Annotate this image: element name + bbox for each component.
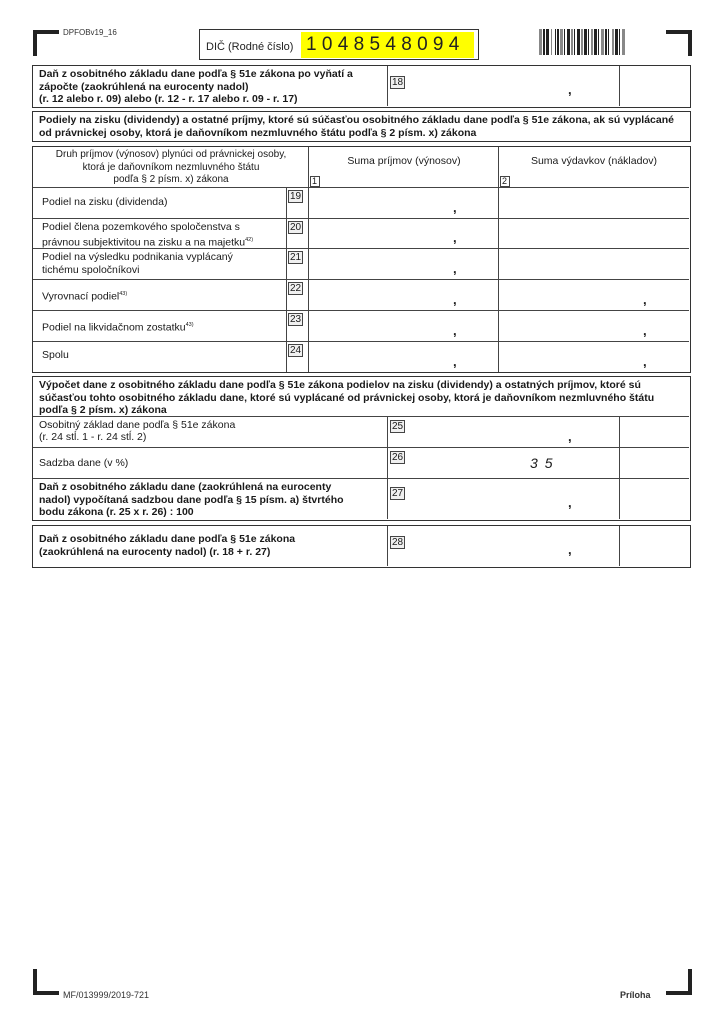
row-20-expenses-field[interactable] bbox=[499, 219, 689, 248]
row-number-18: 18 bbox=[392, 77, 404, 88]
row-25-value-field[interactable] bbox=[388, 417, 619, 447]
footnote-ref: 43) bbox=[119, 291, 128, 297]
label-line: tichému spoločníkovi bbox=[42, 264, 140, 276]
tax-calculation-table bbox=[32, 376, 691, 521]
row-28-cents-field[interactable] bbox=[620, 526, 688, 566]
row-18-label bbox=[39, 68, 389, 106]
row-26-extra-field[interactable] bbox=[620, 448, 688, 478]
row-23-expenses-field[interactable] bbox=[499, 311, 689, 341]
row-24-expenses-field[interactable] bbox=[499, 342, 689, 372]
label-line: Podiel člena pozemkového spoločenstva s bbox=[42, 221, 240, 233]
row-28-label bbox=[39, 533, 384, 558]
label-line: Osobitný základ dane podľa § 51e zákona bbox=[39, 419, 236, 431]
label-line: právnou subjektivitou na zisku a na majetku bbox=[42, 236, 246, 249]
row-number-21: 21 bbox=[290, 252, 302, 263]
label-line: (r. 24 stĺ. 1 - r. 24 stĺ. 2) bbox=[39, 430, 147, 443]
row-23-income-field[interactable] bbox=[309, 311, 498, 341]
dic-value-field[interactable]: 1048548094 bbox=[301, 32, 474, 58]
decimal-comma: , bbox=[643, 323, 647, 338]
row-19-income-field[interactable] bbox=[309, 188, 498, 218]
label-line: zápočte (zaokrúhlená na eurocenty nadol) bbox=[39, 80, 249, 93]
decimal-comma: , bbox=[568, 542, 572, 557]
row-27-label bbox=[39, 481, 384, 519]
row-20-label bbox=[42, 221, 287, 250]
decimal-comma: , bbox=[453, 261, 457, 276]
header-line: Druh príjmov (výnosov) plynúci od právnickej osoby, bbox=[55, 149, 287, 160]
row-number-28: 28 bbox=[392, 537, 404, 548]
col-header-type bbox=[33, 149, 309, 187]
row-number-22: 22 bbox=[290, 283, 302, 294]
footer-attachment-label: Príloha bbox=[620, 990, 651, 1000]
heading-line: od právnickej osoby, ktorá je daňovníkom nezmluvného štátu podľa § 2 písm. x) zákona bbox=[39, 126, 477, 139]
heading-line: súčasťou tohto osobitného základu dane, ktoré sú vyplácané od právnickej osoby, ktorá je daňovníkom nezmluvného štátu bbox=[39, 391, 655, 404]
header-line: podľa § 2 písm. x) zákona bbox=[113, 174, 229, 185]
row-27-cents-field[interactable] bbox=[620, 479, 688, 519]
dividends-table bbox=[32, 146, 691, 373]
row-23-label bbox=[42, 319, 282, 335]
row-19-label bbox=[42, 196, 282, 209]
row-number-23: 23 bbox=[290, 314, 302, 325]
row-18-value-field[interactable] bbox=[388, 66, 619, 106]
corner-mark-bottom-right bbox=[666, 969, 692, 995]
row-24-income-field[interactable] bbox=[309, 342, 498, 372]
corner-mark-bottom-left bbox=[33, 969, 59, 995]
heading-line: Podiely na zisku (dividendy) a ostatné príjmy, ktoré sú súčasťou osobitného základu dane podľa § 51e zákona, ak sú vyplácané bbox=[39, 114, 674, 126]
label-line: Spolu bbox=[42, 349, 69, 361]
section-28-table bbox=[32, 525, 691, 568]
label-line: Podiel na výsledku podnikania vyplácaný bbox=[42, 251, 233, 263]
row-20-income-field[interactable] bbox=[309, 219, 498, 248]
row-27-value-field[interactable] bbox=[388, 479, 619, 519]
col-number-2: 2 bbox=[500, 176, 510, 187]
row-26-tax-rate-field[interactable] bbox=[388, 448, 619, 478]
decimal-comma: , bbox=[453, 200, 457, 215]
decimal-comma: , bbox=[453, 292, 457, 307]
dividends-section-heading bbox=[32, 111, 691, 142]
corner-mark-top-right bbox=[666, 30, 692, 56]
footer-document-code: MF/013999/2019-721 bbox=[63, 990, 150, 1000]
row-24-label bbox=[42, 349, 282, 362]
label-line: Podiel na zisku (dividenda) bbox=[42, 196, 168, 208]
decimal-comma: , bbox=[453, 354, 457, 369]
decimal-comma: , bbox=[568, 495, 572, 510]
label-line: Daň z osobitného základu dane podľa § 51e zákona po vyňatí a bbox=[39, 68, 353, 80]
row-number-26: 26 bbox=[392, 452, 404, 463]
footnote-ref: 42) bbox=[245, 237, 254, 243]
decimal-comma: , bbox=[643, 292, 647, 307]
header-line: ktorá je daňovníkom nezmluvného štátu bbox=[82, 161, 260, 173]
label-line: Vyrovnací podiel bbox=[42, 290, 120, 303]
row-21-income-field[interactable] bbox=[309, 249, 498, 279]
row-28-value-field[interactable] bbox=[388, 526, 619, 566]
barcode-icon bbox=[539, 29, 647, 55]
row-21-label bbox=[42, 251, 282, 277]
row-18-cents-field[interactable] bbox=[620, 66, 688, 106]
tax-calc-heading bbox=[39, 379, 684, 417]
label-line: Podiel na likvidačnom zostatku bbox=[42, 321, 186, 334]
row-26-label: Sadzba dane (v %) bbox=[39, 457, 129, 469]
col-number-1: 1 bbox=[310, 176, 320, 187]
heading-line: podľa § 2 písm. x) zákona bbox=[39, 404, 167, 416]
row-21-expenses-field[interactable] bbox=[499, 249, 689, 279]
row-22-income-field[interactable] bbox=[309, 280, 498, 310]
col-header-expenses: Suma výdavkov (nákladov) bbox=[530, 155, 658, 167]
form-code: DPFOBv19_16 bbox=[63, 28, 117, 37]
label-line: nadol) vypočítaná sadzbou dane podľa § 15 písm. a) štvrtého bbox=[39, 493, 344, 506]
col-header-income: Suma príjmov (výnosov) bbox=[347, 155, 461, 167]
tax-rate-value: 35 bbox=[530, 455, 560, 471]
label-line: (r. 12 alebo r. 09) alebo (r. 12 - r. 17 alebo r. 09 - r. 17) bbox=[39, 93, 298, 105]
section-18-table bbox=[32, 65, 691, 108]
decimal-comma: , bbox=[643, 354, 647, 369]
row-number-20: 20 bbox=[290, 222, 302, 233]
decimal-comma: , bbox=[453, 230, 457, 245]
decimal-comma: , bbox=[568, 429, 572, 444]
row-number-19: 19 bbox=[290, 191, 302, 202]
row-25-label bbox=[39, 420, 379, 443]
footnote-ref: 43) bbox=[185, 322, 194, 328]
row-25-cents-field[interactable] bbox=[620, 417, 688, 447]
decimal-comma: , bbox=[568, 82, 572, 97]
row-19-expenses-field[interactable] bbox=[499, 188, 689, 218]
row-22-label bbox=[42, 288, 282, 304]
row-22-expenses-field[interactable] bbox=[499, 280, 689, 310]
row-number-25: 25 bbox=[392, 421, 404, 432]
heading-line: Výpočet dane z osobitného základu dane podľa § 51e zákona podielov na zisku (dividendy) a ostatných príjmov, ktoré sú bbox=[39, 379, 641, 391]
label-line: (zaokrúhlená na eurocenty nadol) (r. 18 + r. 27) bbox=[39, 545, 271, 558]
row-number-27: 27 bbox=[392, 488, 404, 499]
corner-mark-top-left bbox=[33, 30, 59, 56]
label-line: Daň z osobitného základu dane podľa § 51e zákona bbox=[39, 533, 296, 545]
label-line: Daň z osobitného základu dane (zaokrúhlená na eurocenty bbox=[39, 481, 332, 493]
row-number-24: 24 bbox=[290, 345, 302, 356]
label-line: bodu zákona (r. 25 x r. 26) : 100 bbox=[39, 506, 194, 518]
dic-label: DIČ (Rodné číslo) bbox=[206, 41, 294, 53]
dic-box bbox=[199, 29, 479, 60]
decimal-comma: , bbox=[453, 323, 457, 338]
